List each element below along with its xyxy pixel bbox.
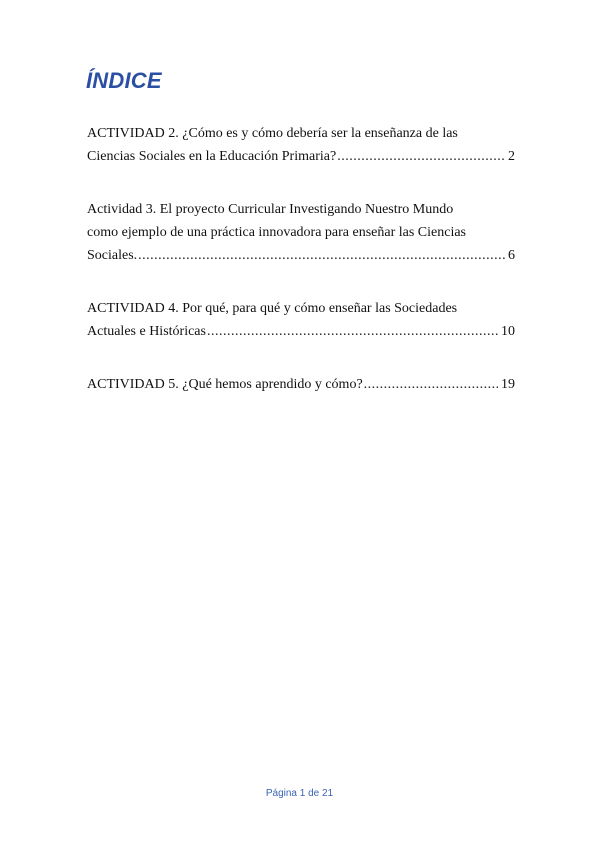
toc-entry-line: como ejemplo de una práctica innovadora para enseñar las Ciencias — [87, 225, 467, 240]
dot-leader — [364, 373, 498, 396]
toc-entry-last-line — [87, 145, 515, 168]
toc-entry-last-line — [87, 320, 515, 343]
toc-entry-actividad-4[interactable] — [87, 297, 515, 343]
toc-entry-text: Sociales. — [87, 248, 138, 263]
toc-entry-line: Actividad 3. El proyecto Curricular Investigando Nuestro Mundo — [87, 202, 454, 217]
toc-entry-line: ACTIVIDAD 2. ¿Cómo es y cómo debería ser la enseñanza de las — [87, 126, 458, 141]
toc-entry-text: ACTIVIDAD 5. ¿Qué hemos aprendido y cómo? — [87, 377, 363, 392]
toc-page-number: 6 — [508, 248, 515, 263]
dot-leader — [138, 244, 505, 267]
toc-entry-actividad-2[interactable] — [87, 122, 515, 168]
toc-entry-actividad-3[interactable] — [87, 198, 515, 267]
toc-page-number: 19 — [501, 377, 515, 392]
dot-leader — [337, 145, 505, 168]
toc-entry-text: Ciencias Sociales en la Educación Primaria? — [87, 149, 337, 164]
dot-leader — [207, 320, 498, 343]
page-footer: Página 1 de 21 — [265, 788, 334, 799]
toc-entry-actividad-5[interactable] — [87, 373, 515, 396]
toc-page-number: 10 — [501, 324, 515, 339]
toc-page-number: 2 — [508, 149, 515, 164]
toc-entry-last-line — [87, 244, 515, 267]
toc-entry-text: Actuales e Históricas — [87, 324, 206, 339]
index-title: ÍNDICE — [86, 68, 162, 93]
toc-entry-line: ACTIVIDAD 4. Por qué, para qué y cómo enseñar las Sociedades — [87, 301, 458, 316]
toc-entry-last-line — [87, 373, 515, 396]
table-of-contents — [87, 122, 515, 426]
